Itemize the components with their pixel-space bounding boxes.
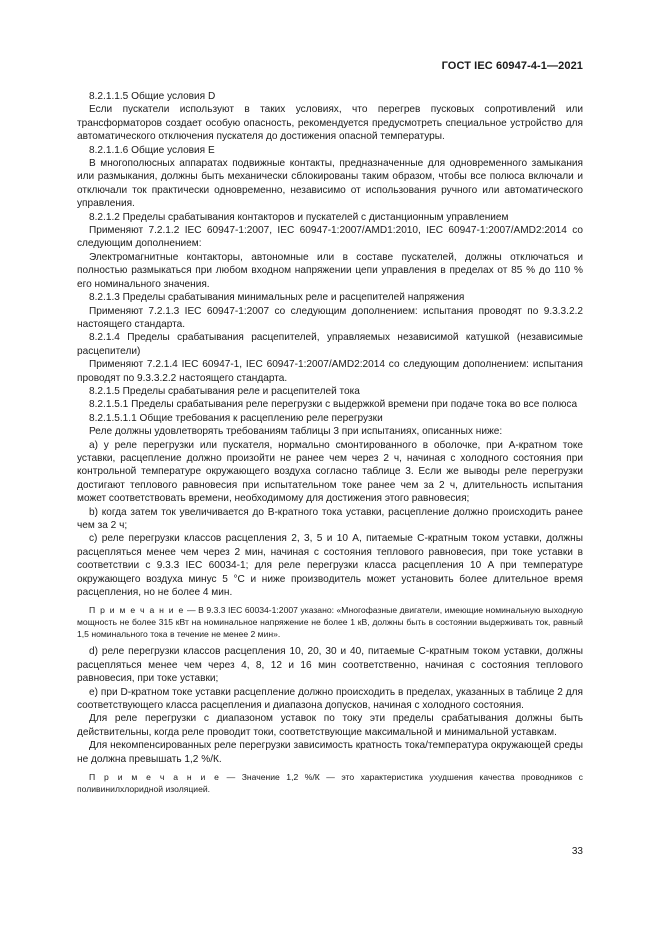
body-paragraph: Применяют 7.2.1.4 IEC 60947-1, IEC 60947-1:2007/AMD2:2014 со следующим дополнением: испытания проводят по 9.3.3.2.2 настоящего стандарта. <box>77 359 583 384</box>
note-text: — Значение 1,2 %/К — это характеристика ухудшения качества проводников с поливинилхлоридной изоляцией. <box>77 772 583 795</box>
body-paragraph: В многополюсных аппаратах подвижные контакты, предназначенные для одновременного замыкания или размыкания, должны быть механически сблокированы таким образом, чтобы все полюса включали и отключали ток практически одновременно, независимо от использования ручного или автоматического управления. <box>77 158 583 210</box>
clause-heading: 8.2.1.5.1.1 Общие требования к расцеплению реле перегрузки <box>89 412 383 424</box>
body-paragraph: Для некомпенсированных реле перегрузки зависимость кратность тока/температура окружающей среды не должна превышать 1,2 %/К. <box>77 740 583 765</box>
note-label: П р и м е ч а н и е <box>89 772 221 783</box>
page-number: 33 <box>571 846 583 857</box>
clause-heading: 8.2.1.1.6 Общие условия E <box>89 144 215 156</box>
note-block <box>77 604 583 640</box>
note-block <box>77 771 583 795</box>
note-text: — В 9.3.3 IEC 60034-1:2007 указано: «Многофазные двигатели, имеющие номинальную выходную мощность не более 315 кВт на номинальное напряжение не более 1 кВ, должны быть в состоянии выдерживать ток, равный 1,5 номинального тока в течение не менее 2 мин». <box>77 605 583 640</box>
body-paragraph: Для реле перегрузки с диапазоном уставок по току эти пределы срабатывания должны быть действительны, когда реле проводит токи, соответствующие максимальной и минимальной уставкам. <box>77 713 583 738</box>
body-paragraph: Применяют 7.2.1.2 IEC 60947-1:2007, IEC 60947-1:2007/AMD1:2010, IEC 60947-1:2007/AMD2:2014 со следующим дополнением: <box>77 225 583 250</box>
clause-heading: 8.2.1.2 Пределы срабатывания контакторов и пускателей с дистанционным управлением <box>89 211 509 223</box>
list-item-d: d) реле перегрузки классов расцепления 10, 20, 30 и 40, питаемые C-кратным током уставки, должны расцепляться менее чем через 4, 8, 12 и 16 мин соответственно, начиная с состояния теплового равновесия, при токе уставки; <box>77 646 583 685</box>
clause-heading: 8.2.1.1.5 Общие условия D <box>89 91 216 102</box>
document-header: ГОСТ IEC 60947-4-1—2021 <box>441 60 583 72</box>
body-paragraph: Применяют 7.2.1.3 IEC 60947-1:2007 со следующим дополнением: испытания проводят по 9.3.3.2.2 настоящего стандарта. <box>77 305 583 330</box>
clause-heading: 8.2.1.4 Пределы срабатывания расцепителей, управляемых независимой катушкой (независимые расцепители) <box>77 332 583 357</box>
clause-heading: 8.2.1.3 Пределы срабатывания минимальных реле и расцепителей напряжения <box>89 292 465 304</box>
list-item-b: b) когда затем ток увеличивается до B-кратного тока уставки, расцепление должно происходить ранее чем за 2 ч; <box>77 506 583 531</box>
list-item-e: e) при D-кратном токе уставки расцепление должно происходить в пределах, указанных в таблице 2 для соответствующего класса расцепления и диапазона допусков, начиная с холодного состояния. <box>77 686 583 712</box>
body-paragraph: Электромагнитные контакторы, автономные или в составе пускателей, должны отключаться и полностью размыкаться при любом входном напряжении цепи управления в пределах от 85 % до 110 % его номинального значения. <box>77 251 583 290</box>
clause-heading: 8.2.1.5 Пределы срабатывания реле и расцепителей тока <box>89 385 360 397</box>
list-item-a: a) у реле перегрузки или пускателя, нормально смонтированного в оболочке, при A-кратном токе уставки, расцепление должно произойти не ранее чем через 2 ч, начиная с холодного состояния при контрольной температуре окружающего воздуха согласно таблице 3. Если же выводы реле перегрузки достигают теплового равновесия при испытательном токе ранее чем за 2 ч, длительность испытания может соответствовать времени, необходимому для достижения этого равновесия; <box>77 439 583 505</box>
body-paragraph: Реле должны удовлетворять требованиям таблицы 3 при испытаниях, описанных ниже: <box>89 426 503 438</box>
note-label: П р и м е ч а н и е <box>89 605 185 616</box>
body-paragraph: Если пускатели используют в таких условиях, что перегрев пусковых сопротивлений или трансформаторов создает особую опасность, рекомендуется предусмотреть специальное устройство для автоматического отключения пускателя до достижения опасной температуры. <box>77 104 583 143</box>
clause-heading: 8.2.1.5.1 Пределы срабатывания реле перегрузки с выдержкой времени при подаче тока во все полюса <box>89 399 578 411</box>
list-item-c: c) реле перегрузки классов расцепления 2, 3, 5 и 10 A, питаемые C-кратным током уставки, должны расцепляться менее чем через 2 мин, начиная с состояния теплового равновесия, при токе уставки в соответствии с 9.3.3 IEC 60034-1; для реле перегрузки класса расцепления 10 A при температуре окружающего воздуха минус 5 °С и ниже производитель может установить более длительное время расцепления, но не более 4 мин. <box>77 533 583 599</box>
document-body <box>77 90 583 800</box>
